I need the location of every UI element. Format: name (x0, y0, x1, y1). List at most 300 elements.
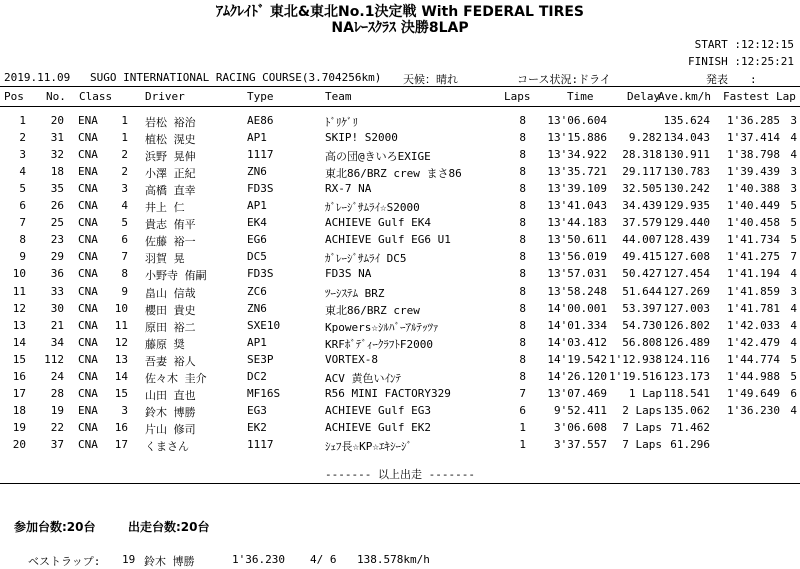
row-fastest-lap-no: 3 (790, 284, 797, 298)
row-type: EK2 (247, 420, 267, 434)
row-car-no: 32 (50, 148, 64, 162)
row-class-pos: 15 (114, 386, 128, 400)
row-driver: 鈴木 博勝 (145, 405, 196, 419)
announcement: 発表 : (706, 73, 757, 86)
header-rule-top (0, 86, 800, 87)
row-time: 13'41.043 (547, 199, 607, 213)
row-car-no: 37 (50, 437, 64, 451)
col-laps: Laps (504, 90, 531, 103)
row-time: 14'01.334 (547, 318, 607, 332)
table-row (0, 216, 800, 233)
row-driver: 井上 仁 (145, 201, 185, 215)
row-fastest-lap: 1'42.033 (727, 318, 780, 332)
row-class-pos: 4 (121, 199, 128, 213)
row-fastest-lap: 1'41.781 (727, 301, 780, 315)
row-class-pos: 6 (121, 233, 128, 247)
row-time: 14'00.001 (547, 301, 607, 315)
row-team: ｶﾞﾚｰｼﾞｻﾑﾗｲ☆S2000 (325, 201, 420, 215)
row-class-pos: 7 (121, 250, 128, 264)
row-team: 東北86/BRZ crew まさ86 (325, 167, 462, 181)
row-time: 13'06.604 (547, 114, 607, 127)
row-fastest-lap: 1'40.449 (727, 199, 780, 213)
row-fastest-lap-no: 4 (790, 131, 797, 145)
best-lap-speed: 138.578km/h (357, 553, 430, 566)
row-fastest-lap-no: 3 (790, 114, 797, 127)
row-fastest-lap-no: 5 (790, 233, 797, 247)
row-delay: 56.808 (622, 335, 662, 349)
row-fastest-lap: 1'40.388 (727, 182, 780, 196)
row-fastest-lap-no: 3 (790, 182, 797, 196)
row-type: AP1 (247, 199, 267, 213)
best-lap-lap: 4/ 6 (310, 553, 337, 566)
row-car-no: 33 (50, 284, 64, 298)
row-driver: 小野寺 侑嗣 (145, 269, 207, 283)
row-fastest-lap-no: 5 (790, 352, 797, 366)
row-pos: 6 (19, 199, 26, 213)
row-team: R56 MINI FACTORY329 (325, 386, 451, 400)
race-title: ｱﾑｸﾚｲﾄﾞ 東北&東北No.1決定戦 With FEDERAL TIRES (215, 4, 585, 20)
row-time: 13'57.031 (547, 267, 607, 281)
row-delay: 50.427 (622, 267, 662, 281)
row-pos: 16 (12, 369, 26, 383)
row-pos: 1 (19, 114, 26, 127)
row-team: ACHIEVE Gulf EK4 (325, 216, 431, 230)
best-lap-driver: 鈴木 博勝 (144, 555, 195, 568)
row-car-no: 26 (50, 199, 64, 213)
row-team: 東北86/BRZ crew (325, 303, 420, 317)
row-class-pos: 13 (114, 352, 128, 366)
weather: 天候：晴れ (403, 73, 458, 86)
row-class: CNA (78, 420, 98, 434)
row-laps: 8 (519, 369, 526, 383)
footer-rule (0, 483, 800, 484)
row-fastest-lap: 1'44.774 (727, 352, 780, 366)
row-ave-speed: 123.173 (663, 369, 710, 383)
row-fastest-lap: 1'41.194 (727, 267, 780, 281)
row-ave-speed: 61.296 (670, 437, 710, 451)
row-ave-speed: 128.439 (663, 233, 710, 247)
row-type: 1117 (247, 148, 274, 162)
row-laps: 1 (519, 437, 526, 451)
row-class-pos: 3 (121, 182, 128, 196)
row-car-no: 20 (50, 114, 64, 127)
row-type: EG6 (247, 233, 267, 247)
table-row (0, 131, 800, 148)
row-laps: 8 (519, 284, 526, 298)
row-fastest-lap-no: 5 (790, 216, 797, 230)
finish-time: FINISH :12:25:21 (688, 55, 794, 68)
row-class: CNA (78, 131, 98, 145)
row-laps: 8 (519, 114, 526, 127)
row-driver: 原田 裕二 (145, 320, 196, 334)
row-laps: 8 (519, 301, 526, 315)
row-class: CNA (78, 250, 98, 264)
col-no: No. (46, 90, 66, 103)
row-fastest-lap: 1'37.414 (727, 131, 780, 145)
row-pos: 18 (12, 403, 26, 417)
row-fastest-lap: 1'41.859 (727, 284, 780, 298)
row-pos: 10 (12, 267, 26, 281)
row-car-no: 35 (50, 182, 64, 196)
row-type: EK4 (247, 216, 267, 230)
row-class: CNA (78, 301, 98, 315)
row-type: MF16S (247, 386, 281, 400)
row-time: 13'39.109 (547, 182, 607, 196)
row-pos: 2 (19, 131, 26, 145)
row-laps: 8 (519, 250, 526, 264)
row-ave-speed: 126.489 (663, 335, 710, 349)
row-class-pos: 2 (121, 165, 128, 179)
row-type: FD3S (247, 267, 274, 281)
table-row (0, 199, 800, 216)
row-car-no: 23 (50, 233, 64, 247)
row-team: ﾂｰｼｽﾃﾑ BRZ (325, 286, 385, 300)
row-pos: 3 (19, 148, 26, 162)
row-delay: 51.644 (622, 284, 662, 298)
row-type: DC2 (247, 369, 267, 383)
row-time: 13'07.469 (547, 386, 607, 400)
row-ave-speed: 127.003 (663, 301, 710, 315)
row-class-pos: 14 (114, 369, 128, 383)
row-class: CNA (78, 267, 98, 281)
row-class-pos: 1 (121, 131, 128, 145)
row-fastest-lap-no: 4 (790, 335, 797, 349)
row-driver: 山田 直也 (145, 388, 196, 402)
row-driver: 高橋 直幸 (145, 184, 196, 198)
col-driver: Driver (145, 90, 185, 103)
row-ave-speed: 124.116 (663, 352, 710, 366)
row-driver: 羽賀 晃 (145, 252, 185, 266)
col-pos: Pos (4, 90, 24, 103)
row-class-pos: 2 (121, 148, 128, 162)
row-car-no: 22 (50, 420, 64, 434)
row-delay: 29.117 (622, 165, 662, 179)
col-class: Class (79, 90, 113, 103)
row-class: CNA (78, 148, 98, 162)
start-time: START :12:12:15 (694, 38, 794, 51)
row-team: SKIP! S2000 (325, 131, 398, 145)
row-ave-speed: 127.608 (663, 250, 710, 264)
row-delay: 1'19.516 (609, 369, 662, 383)
table-row (0, 250, 800, 267)
row-pos: 11 (12, 284, 26, 298)
row-fastest-lap-no: 5 (790, 369, 797, 383)
row-team: ﾄﾞﾘｹﾞﾘ (325, 116, 358, 129)
row-driver: くまさん (145, 439, 189, 453)
row-driver: 櫻田 貴史 (145, 303, 196, 317)
row-time: 13'35.721 (547, 165, 607, 179)
row-class-pos: 10 (114, 301, 128, 315)
row-delay: 7 Laps (622, 420, 662, 434)
table-row (0, 165, 800, 182)
row-car-no: 19 (50, 403, 64, 417)
row-class: CNA (78, 216, 98, 230)
row-delay: 32.505 (622, 182, 662, 196)
row-type: ZN6 (247, 301, 267, 315)
row-ave-speed: 71.462 (670, 420, 710, 434)
col-type: Type (247, 90, 274, 103)
row-fastest-lap-no: 4 (790, 403, 797, 417)
table-row (0, 438, 800, 455)
row-laps: 8 (519, 233, 526, 247)
row-team: RX-7 NA (325, 182, 372, 196)
row-time: 13'15.886 (547, 131, 607, 145)
row-car-no: 112 (44, 352, 64, 366)
table-row (0, 421, 800, 438)
row-ave-speed: 135.624 (663, 114, 710, 127)
row-ave-speed: 130.242 (663, 182, 710, 196)
table-row (0, 387, 800, 404)
col-team: Team (325, 90, 352, 103)
row-team: VORTEX-8 (325, 352, 378, 366)
table-row (0, 285, 800, 302)
row-type: SXE10 (247, 318, 281, 332)
row-class: CNA (78, 437, 98, 451)
row-car-no: 21 (50, 318, 64, 332)
row-time: 13'58.248 (547, 284, 607, 298)
row-team: FD3S NA (325, 267, 372, 281)
row-class: CNA (78, 386, 98, 400)
table-row (0, 404, 800, 421)
row-delay: 54.730 (622, 318, 662, 332)
row-type: FD3S (247, 182, 274, 196)
row-ave-speed: 135.062 (663, 403, 710, 417)
row-fastest-lap-no: 4 (790, 301, 797, 315)
row-time: 3'37.557 (554, 437, 607, 451)
row-team: KRFﾎﾞﾃﾞｨｰｸﾗﾌﾄF2000 (325, 337, 433, 351)
row-pos: 9 (19, 250, 26, 264)
row-car-no: 24 (50, 369, 64, 383)
row-type: DC5 (247, 250, 267, 264)
row-time: 13'50.611 (547, 233, 607, 247)
row-pos: 4 (19, 165, 26, 179)
row-class-pos: 12 (114, 335, 128, 349)
row-delay: 37.579 (622, 216, 662, 230)
row-team: Kpowers☆ｼﾙﾊﾞｰｱﾙﾃｯﾂｧ (325, 320, 439, 334)
row-driver: 佐々木 圭介 (145, 371, 207, 385)
table-row (0, 182, 800, 199)
row-team: ACHIEVE Gulf EK2 (325, 420, 431, 434)
row-fastest-lap: 1'42.479 (727, 335, 780, 349)
row-delay: 44.007 (622, 233, 662, 247)
row-driver: 藤原 奨 (145, 337, 185, 351)
row-pos: 19 (12, 420, 26, 434)
row-driver: 佐藤 裕一 (145, 235, 196, 249)
row-time: 9'52.411 (554, 403, 607, 417)
best-lap-label: ベストラップ: (28, 555, 101, 568)
row-class: CNA (78, 352, 98, 366)
row-time: 3'06.608 (554, 420, 607, 434)
row-fastest-lap: 1'39.439 (727, 165, 780, 179)
row-pos: 12 (12, 301, 26, 315)
row-time: 13'56.019 (547, 250, 607, 264)
row-class: ENA (78, 403, 98, 417)
row-team: ACHIEVE Gulf EG6 U1 (325, 233, 451, 247)
row-ave-speed: 126.802 (663, 318, 710, 332)
row-delay: 9.282 (628, 131, 662, 145)
row-driver: 貴志 侑平 (145, 218, 196, 232)
row-laps: 8 (519, 352, 526, 366)
row-ave-speed: 130.911 (663, 148, 710, 162)
row-type: ZC6 (247, 284, 267, 298)
table-row (0, 319, 800, 336)
row-ave-speed: 129.935 (663, 199, 710, 213)
row-time: 14'19.542 (547, 352, 607, 366)
row-type: AE86 (247, 114, 274, 127)
table-row (0, 148, 800, 165)
row-ave-speed: 130.783 (663, 165, 710, 179)
row-class: ENA (78, 165, 98, 179)
row-laps: 7 (519, 386, 526, 400)
row-car-no: 29 (50, 250, 64, 264)
row-class-pos: 11 (114, 318, 128, 332)
row-fastest-lap-no: 4 (790, 267, 797, 281)
table-row (0, 233, 800, 250)
row-team: ｶﾞﾚｰｼﾞｻﾑﾗｲ DC5 (325, 252, 407, 266)
row-class: CNA (78, 233, 98, 247)
row-car-no: 18 (50, 165, 64, 179)
table-row (0, 114, 800, 131)
row-driver: 岩松 裕治 (145, 116, 196, 129)
row-driver: 吾妻 裕人 (145, 354, 196, 368)
row-fastest-lap: 1'36.230 (727, 403, 780, 417)
course-name: SUGO INTERNATIONAL RACING COURSE(3.704256km) (90, 71, 382, 84)
row-ave-speed: 118.541 (663, 386, 710, 400)
row-pos: 8 (19, 233, 26, 247)
row-class: CNA (78, 318, 98, 332)
row-laps: 1 (519, 420, 526, 434)
row-fastest-lap-no: 7 (790, 250, 797, 264)
row-class-pos: 9 (121, 284, 128, 298)
row-pos: 14 (12, 335, 26, 349)
row-delay: 34.439 (622, 199, 662, 213)
row-delay: 1 Lap (628, 386, 662, 400)
column-header-row (0, 90, 800, 107)
row-pos: 20 (12, 437, 26, 451)
row-laps: 6 (519, 403, 526, 417)
row-time: 13'34.922 (547, 148, 607, 162)
table-row (0, 267, 800, 284)
row-delay: 28.318 (622, 148, 662, 162)
row-fastest-lap-no: 5 (790, 199, 797, 213)
row-fastest-lap-no: 4 (790, 148, 797, 162)
row-fastest-lap: 1'41.275 (727, 250, 780, 264)
row-type: AP1 (247, 335, 267, 349)
race-subtitle: NAﾚｰｽｸﾗｽ 決勝8LAP (331, 20, 469, 36)
row-fastest-lap: 1'49.649 (727, 386, 780, 400)
row-class: CNA (78, 199, 98, 213)
table-row (0, 370, 800, 387)
row-laps: 8 (519, 318, 526, 332)
row-class-pos: 5 (121, 216, 128, 230)
entry-count: 参加台数:20台 (14, 520, 96, 534)
row-driver: 植松 滉史 (145, 133, 196, 147)
row-delay: 53.397 (622, 301, 662, 315)
col-fastest: Fastest Lap (723, 90, 796, 103)
row-class: ENA (78, 114, 98, 127)
row-car-no: 34 (50, 335, 64, 349)
row-laps: 8 (519, 216, 526, 230)
row-driver: 小澤 正紀 (145, 167, 196, 181)
table-row (0, 353, 800, 370)
row-type: EG3 (247, 403, 267, 417)
row-type: ZN6 (247, 165, 267, 179)
row-class-pos: 16 (114, 420, 128, 434)
row-laps: 8 (519, 148, 526, 162)
col-time: Time (567, 90, 594, 103)
row-driver: 浜野 晃伸 (145, 150, 196, 164)
row-delay: 1'12.938 (609, 352, 662, 366)
row-fastest-lap-no: 3 (790, 165, 797, 179)
row-laps: 8 (519, 199, 526, 213)
row-fastest-lap-no: 4 (790, 318, 797, 332)
row-pos: 7 (19, 216, 26, 230)
row-class: CNA (78, 284, 98, 298)
row-ave-speed: 129.440 (663, 216, 710, 230)
track-condition: コース状況:ドライ (517, 73, 611, 86)
row-laps: 8 (519, 267, 526, 281)
row-time: 13'44.183 (547, 216, 607, 230)
row-fastest-lap: 1'36.285 (727, 114, 780, 127)
end-marker: ------- 以上出走 ------- (325, 468, 475, 481)
row-ave-speed: 134.043 (663, 131, 710, 145)
row-pos: 5 (19, 182, 26, 196)
row-laps: 8 (519, 131, 526, 145)
row-pos: 13 (12, 318, 26, 332)
row-car-no: 25 (50, 216, 64, 230)
row-delay: 2 Laps (622, 403, 662, 417)
row-fastest-lap: 1'38.798 (727, 148, 780, 162)
row-laps: 8 (519, 182, 526, 196)
row-car-no: 30 (50, 301, 64, 315)
row-time: 14'03.412 (547, 335, 607, 349)
row-class-pos: 1 (121, 114, 128, 127)
row-ave-speed: 127.454 (663, 267, 710, 281)
row-class: CNA (78, 182, 98, 196)
row-driver: 片山 修司 (145, 422, 196, 436)
table-row (0, 302, 800, 319)
row-class-pos: 17 (114, 437, 128, 451)
row-pos: 15 (12, 352, 26, 366)
row-delay: 7 Laps (622, 437, 662, 451)
row-class-pos: 8 (121, 267, 128, 281)
row-team: ACHIEVE Gulf EG3 (325, 403, 431, 417)
row-driver: 畠山 信哉 (145, 286, 196, 300)
row-fastest-lap: 1'41.734 (727, 233, 780, 247)
col-ave: Ave.km/h (658, 90, 711, 103)
row-class: CNA (78, 369, 98, 383)
col-delay: Delay (627, 90, 661, 103)
row-team: ｼｪﾌ長☆KP☆ｴｷｼｰｼﾞ (325, 439, 412, 453)
row-fastest-lap: 1'44.988 (727, 369, 780, 383)
row-laps: 8 (519, 335, 526, 349)
row-fastest-lap-no: 6 (790, 386, 797, 400)
row-ave-speed: 127.269 (663, 284, 710, 298)
row-type: SE3P (247, 352, 274, 366)
race-date: 2019.11.09 (4, 71, 71, 84)
best-lap-time: 1'36.230 (232, 553, 285, 566)
row-car-no: 28 (50, 386, 64, 400)
row-type: 1117 (247, 437, 274, 451)
row-fastest-lap: 1'40.458 (727, 216, 780, 230)
row-pos: 17 (12, 386, 26, 400)
header-rule-bottom (0, 106, 800, 107)
row-laps: 8 (519, 165, 526, 179)
row-time: 14'26.120 (547, 369, 607, 383)
row-car-no: 31 (50, 131, 64, 145)
row-class: CNA (78, 335, 98, 349)
row-type: AP1 (247, 131, 267, 145)
